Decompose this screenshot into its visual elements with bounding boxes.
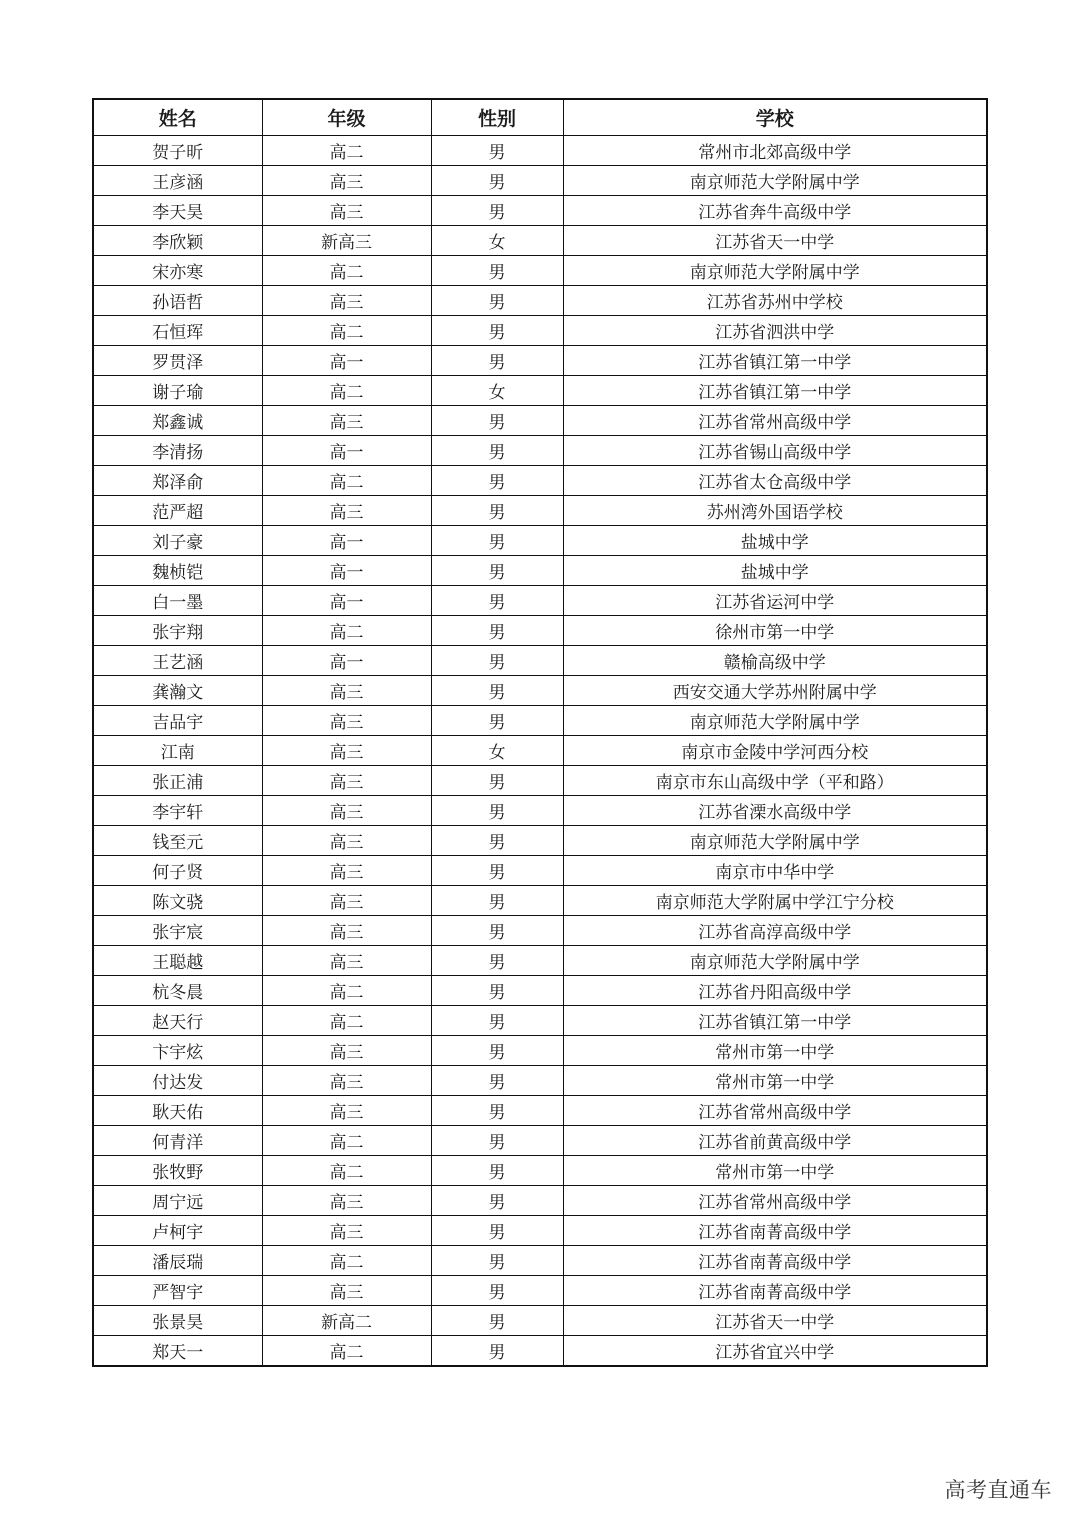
cell-name: 周宁远 bbox=[93, 1186, 262, 1216]
table-row bbox=[93, 886, 987, 916]
cell-name: 卞宇炫 bbox=[93, 1036, 262, 1066]
table-header bbox=[93, 99, 987, 136]
cell-name: 赵天行 bbox=[93, 1006, 262, 1036]
table-row bbox=[93, 766, 987, 796]
cell-grade: 高二 bbox=[262, 256, 431, 286]
table-row bbox=[93, 556, 987, 586]
cell-school: 南京师范大学附属中学 bbox=[563, 946, 987, 976]
cell-gender: 男 bbox=[431, 856, 563, 886]
cell-name: 杭冬晨 bbox=[93, 976, 262, 1006]
cell-school: 江苏省苏州中学校 bbox=[563, 286, 987, 316]
cell-school: 南京市金陵中学河西分校 bbox=[563, 736, 987, 766]
cell-school: 南京市中华中学 bbox=[563, 856, 987, 886]
cell-school: 江苏省常州高级中学 bbox=[563, 1096, 987, 1126]
table-row bbox=[93, 256, 987, 286]
table-row bbox=[93, 316, 987, 346]
table-row bbox=[93, 1306, 987, 1336]
cell-grade: 高三 bbox=[262, 826, 431, 856]
cell-gender: 男 bbox=[431, 256, 563, 286]
cell-school: 江苏省天一中学 bbox=[563, 1306, 987, 1336]
cell-gender: 女 bbox=[431, 226, 563, 256]
cell-grade: 高三 bbox=[262, 736, 431, 766]
table-row bbox=[93, 976, 987, 1006]
table-row bbox=[93, 436, 987, 466]
cell-name: 王艺涵 bbox=[93, 646, 262, 676]
cell-name: 白一墨 bbox=[93, 586, 262, 616]
cell-grade: 高二 bbox=[262, 1126, 431, 1156]
cell-gender: 男 bbox=[431, 1156, 563, 1186]
table-row bbox=[93, 496, 987, 526]
cell-grade: 高二 bbox=[262, 616, 431, 646]
cell-grade: 高三 bbox=[262, 1276, 431, 1306]
cell-school: 江苏省奔牛高级中学 bbox=[563, 196, 987, 226]
cell-grade: 高三 bbox=[262, 796, 431, 826]
cell-grade: 高三 bbox=[262, 496, 431, 526]
cell-grade: 高二 bbox=[262, 1156, 431, 1186]
cell-school: 江苏省天一中学 bbox=[563, 226, 987, 256]
cell-school: 江苏省丹阳高级中学 bbox=[563, 976, 987, 1006]
cell-name: 石恒珲 bbox=[93, 316, 262, 346]
table-row bbox=[93, 706, 987, 736]
cell-gender: 男 bbox=[431, 706, 563, 736]
cell-gender: 男 bbox=[431, 1036, 563, 1066]
cell-grade: 高三 bbox=[262, 706, 431, 736]
cell-grade: 高三 bbox=[262, 1036, 431, 1066]
cell-name: 刘子豪 bbox=[93, 526, 262, 556]
cell-gender: 男 bbox=[431, 526, 563, 556]
cell-name: 潘辰瑞 bbox=[93, 1246, 262, 1276]
cell-gender: 男 bbox=[431, 1246, 563, 1276]
cell-grade: 高二 bbox=[262, 1006, 431, 1036]
cell-gender: 男 bbox=[431, 346, 563, 376]
cell-grade: 高三 bbox=[262, 676, 431, 706]
table-row bbox=[93, 1096, 987, 1126]
cell-gender: 男 bbox=[431, 1126, 563, 1156]
cell-name: 钱至元 bbox=[93, 826, 262, 856]
cell-grade: 高二 bbox=[262, 1336, 431, 1367]
cell-school: 常州市第一中学 bbox=[563, 1066, 987, 1096]
cell-school: 江苏省南菁高级中学 bbox=[563, 1216, 987, 1246]
table-row bbox=[93, 1006, 987, 1036]
cell-school: 江苏省镇江第一中学 bbox=[563, 376, 987, 406]
cell-gender: 女 bbox=[431, 736, 563, 766]
cell-school: 常州市北郊高级中学 bbox=[563, 136, 987, 166]
cell-gender: 男 bbox=[431, 406, 563, 436]
cell-grade: 高三 bbox=[262, 766, 431, 796]
cell-name: 贺子昕 bbox=[93, 136, 262, 166]
cell-name: 李天昊 bbox=[93, 196, 262, 226]
cell-gender: 男 bbox=[431, 1096, 563, 1126]
table-row bbox=[93, 616, 987, 646]
cell-name: 陈文骁 bbox=[93, 886, 262, 916]
cell-school: 南京市东山高级中学（平和路） bbox=[563, 766, 987, 796]
cell-grade: 高二 bbox=[262, 316, 431, 346]
table-row bbox=[93, 1216, 987, 1246]
cell-gender: 男 bbox=[431, 136, 563, 166]
watermark-text: 高考直通车 bbox=[944, 1478, 1052, 1502]
cell-name: 孙语哲 bbox=[93, 286, 262, 316]
cell-grade: 高二 bbox=[262, 136, 431, 166]
cell-gender: 男 bbox=[431, 886, 563, 916]
table-row bbox=[93, 346, 987, 376]
cell-gender: 男 bbox=[431, 1006, 563, 1036]
cell-gender: 男 bbox=[431, 1186, 563, 1216]
student-roster-table bbox=[92, 98, 988, 1367]
cell-gender: 女 bbox=[431, 376, 563, 406]
cell-school: 江苏省运河中学 bbox=[563, 586, 987, 616]
cell-grade: 高三 bbox=[262, 1066, 431, 1096]
cell-grade: 高二 bbox=[262, 1246, 431, 1276]
cell-name: 张宇翔 bbox=[93, 616, 262, 646]
cell-name: 郑天一 bbox=[93, 1336, 262, 1367]
cell-grade: 高三 bbox=[262, 1216, 431, 1246]
table-row bbox=[93, 946, 987, 976]
cell-school: 苏州湾外国语学校 bbox=[563, 496, 987, 526]
cell-grade: 高三 bbox=[262, 1096, 431, 1126]
cell-gender: 男 bbox=[431, 196, 563, 226]
cell-name: 范严超 bbox=[93, 496, 262, 526]
cell-school: 常州市第一中学 bbox=[563, 1036, 987, 1066]
cell-school: 江苏省南菁高级中学 bbox=[563, 1246, 987, 1276]
cell-grade: 高三 bbox=[262, 916, 431, 946]
table-row bbox=[93, 526, 987, 556]
cell-gender: 男 bbox=[431, 1216, 563, 1246]
cell-school: 江苏省锡山高级中学 bbox=[563, 436, 987, 466]
table-row bbox=[93, 286, 987, 316]
table-body bbox=[93, 136, 987, 1367]
cell-grade: 高一 bbox=[262, 436, 431, 466]
table-row bbox=[93, 796, 987, 826]
cell-gender: 男 bbox=[431, 1306, 563, 1336]
cell-gender: 男 bbox=[431, 766, 563, 796]
cell-school: 盐城中学 bbox=[563, 526, 987, 556]
table-row bbox=[93, 466, 987, 496]
table-row bbox=[93, 1336, 987, 1367]
cell-gender: 男 bbox=[431, 946, 563, 976]
cell-name: 罗贯泽 bbox=[93, 346, 262, 376]
cell-grade: 高一 bbox=[262, 346, 431, 376]
cell-grade: 高二 bbox=[262, 976, 431, 1006]
cell-name: 卢柯宇 bbox=[93, 1216, 262, 1246]
cell-school: 西安交通大学苏州附属中学 bbox=[563, 676, 987, 706]
table-row bbox=[93, 916, 987, 946]
cell-grade: 新高二 bbox=[262, 1306, 431, 1336]
cell-name: 何子贤 bbox=[93, 856, 262, 886]
cell-gender: 男 bbox=[431, 556, 563, 586]
cell-grade: 高三 bbox=[262, 946, 431, 976]
cell-gender: 男 bbox=[431, 586, 563, 616]
cell-gender: 男 bbox=[431, 496, 563, 526]
table-row bbox=[93, 226, 987, 256]
cell-name: 王彦涵 bbox=[93, 166, 262, 196]
table-row bbox=[93, 1186, 987, 1216]
cell-name: 郑泽俞 bbox=[93, 466, 262, 496]
cell-name: 严智宇 bbox=[93, 1276, 262, 1306]
cell-name: 张正浦 bbox=[93, 766, 262, 796]
cell-grade: 高一 bbox=[262, 646, 431, 676]
cell-school: 南京师范大学附属中学 bbox=[563, 706, 987, 736]
cell-name: 江南 bbox=[93, 736, 262, 766]
header-school: 学校 bbox=[563, 99, 987, 136]
table-row bbox=[93, 376, 987, 406]
cell-school: 南京师范大学附属中学江宁分校 bbox=[563, 886, 987, 916]
cell-gender: 男 bbox=[431, 916, 563, 946]
cell-grade: 高三 bbox=[262, 886, 431, 916]
cell-school: 盐城中学 bbox=[563, 556, 987, 586]
cell-grade: 新高三 bbox=[262, 226, 431, 256]
cell-school: 江苏省宜兴中学 bbox=[563, 1336, 987, 1367]
cell-grade: 高三 bbox=[262, 196, 431, 226]
cell-school: 常州市第一中学 bbox=[563, 1156, 987, 1186]
cell-grade: 高二 bbox=[262, 376, 431, 406]
cell-school: 江苏省溧水高级中学 bbox=[563, 796, 987, 826]
table-row bbox=[93, 826, 987, 856]
cell-name: 张宇宸 bbox=[93, 916, 262, 946]
cell-school: 江苏省镇江第一中学 bbox=[563, 1006, 987, 1036]
table-row bbox=[93, 676, 987, 706]
cell-name: 付达发 bbox=[93, 1066, 262, 1096]
cell-gender: 男 bbox=[431, 466, 563, 496]
cell-school: 江苏省南菁高级中学 bbox=[563, 1276, 987, 1306]
table-row bbox=[93, 166, 987, 196]
cell-gender: 男 bbox=[431, 316, 563, 346]
table-row bbox=[93, 646, 987, 676]
cell-grade: 高三 bbox=[262, 166, 431, 196]
cell-grade: 高三 bbox=[262, 286, 431, 316]
cell-grade: 高三 bbox=[262, 406, 431, 436]
header-grade: 年级 bbox=[262, 99, 431, 136]
cell-school: 南京师范大学附属中学 bbox=[563, 826, 987, 856]
cell-gender: 男 bbox=[431, 1066, 563, 1096]
cell-name: 李清扬 bbox=[93, 436, 262, 466]
cell-gender: 男 bbox=[431, 436, 563, 466]
table-row bbox=[93, 136, 987, 166]
cell-gender: 男 bbox=[431, 646, 563, 676]
table-row bbox=[93, 1066, 987, 1096]
cell-school: 南京师范大学附属中学 bbox=[563, 256, 987, 286]
cell-gender: 男 bbox=[431, 616, 563, 646]
header-name: 姓名 bbox=[93, 99, 262, 136]
cell-school: 江苏省常州高级中学 bbox=[563, 406, 987, 436]
cell-gender: 男 bbox=[431, 1336, 563, 1367]
cell-grade: 高一 bbox=[262, 586, 431, 616]
cell-name: 李宇轩 bbox=[93, 796, 262, 826]
cell-name: 李欣颖 bbox=[93, 226, 262, 256]
cell-gender: 男 bbox=[431, 166, 563, 196]
cell-grade: 高三 bbox=[262, 1186, 431, 1216]
cell-name: 何青洋 bbox=[93, 1126, 262, 1156]
table-row bbox=[93, 1246, 987, 1276]
cell-name: 龚瀚文 bbox=[93, 676, 262, 706]
cell-gender: 男 bbox=[431, 796, 563, 826]
cell-name: 王聪越 bbox=[93, 946, 262, 976]
cell-school: 江苏省太仓高级中学 bbox=[563, 466, 987, 496]
cell-school: 南京师范大学附属中学 bbox=[563, 166, 987, 196]
table-row bbox=[93, 1276, 987, 1306]
cell-grade: 高一 bbox=[262, 526, 431, 556]
table-row bbox=[93, 1156, 987, 1186]
table-row bbox=[93, 1126, 987, 1156]
cell-gender: 男 bbox=[431, 1276, 563, 1306]
table-row bbox=[93, 856, 987, 886]
cell-grade: 高二 bbox=[262, 466, 431, 496]
table-row bbox=[93, 196, 987, 226]
cell-name: 吉品宇 bbox=[93, 706, 262, 736]
cell-name: 谢子瑜 bbox=[93, 376, 262, 406]
table-row bbox=[93, 586, 987, 616]
cell-gender: 男 bbox=[431, 676, 563, 706]
cell-school: 江苏省前黄高级中学 bbox=[563, 1126, 987, 1156]
table-row bbox=[93, 1036, 987, 1066]
cell-name: 郑鑫诚 bbox=[93, 406, 262, 436]
cell-school: 徐州市第一中学 bbox=[563, 616, 987, 646]
table-row bbox=[93, 736, 987, 766]
cell-name: 宋亦寒 bbox=[93, 256, 262, 286]
cell-gender: 男 bbox=[431, 826, 563, 856]
table-row bbox=[93, 406, 987, 436]
header-gender: 性别 bbox=[431, 99, 563, 136]
cell-name: 张牧野 bbox=[93, 1156, 262, 1186]
cell-name: 张景昊 bbox=[93, 1306, 262, 1336]
cell-gender: 男 bbox=[431, 286, 563, 316]
cell-school: 江苏省高淳高级中学 bbox=[563, 916, 987, 946]
header-row bbox=[93, 99, 987, 136]
cell-school: 江苏省镇江第一中学 bbox=[563, 346, 987, 376]
cell-school: 江苏省常州高级中学 bbox=[563, 1186, 987, 1216]
cell-gender: 男 bbox=[431, 976, 563, 1006]
cell-grade: 高三 bbox=[262, 856, 431, 886]
cell-school: 江苏省泗洪中学 bbox=[563, 316, 987, 346]
cell-school: 赣榆高级中学 bbox=[563, 646, 987, 676]
cell-name: 耿天佑 bbox=[93, 1096, 262, 1126]
cell-name: 魏桢铠 bbox=[93, 556, 262, 586]
cell-grade: 高一 bbox=[262, 556, 431, 586]
